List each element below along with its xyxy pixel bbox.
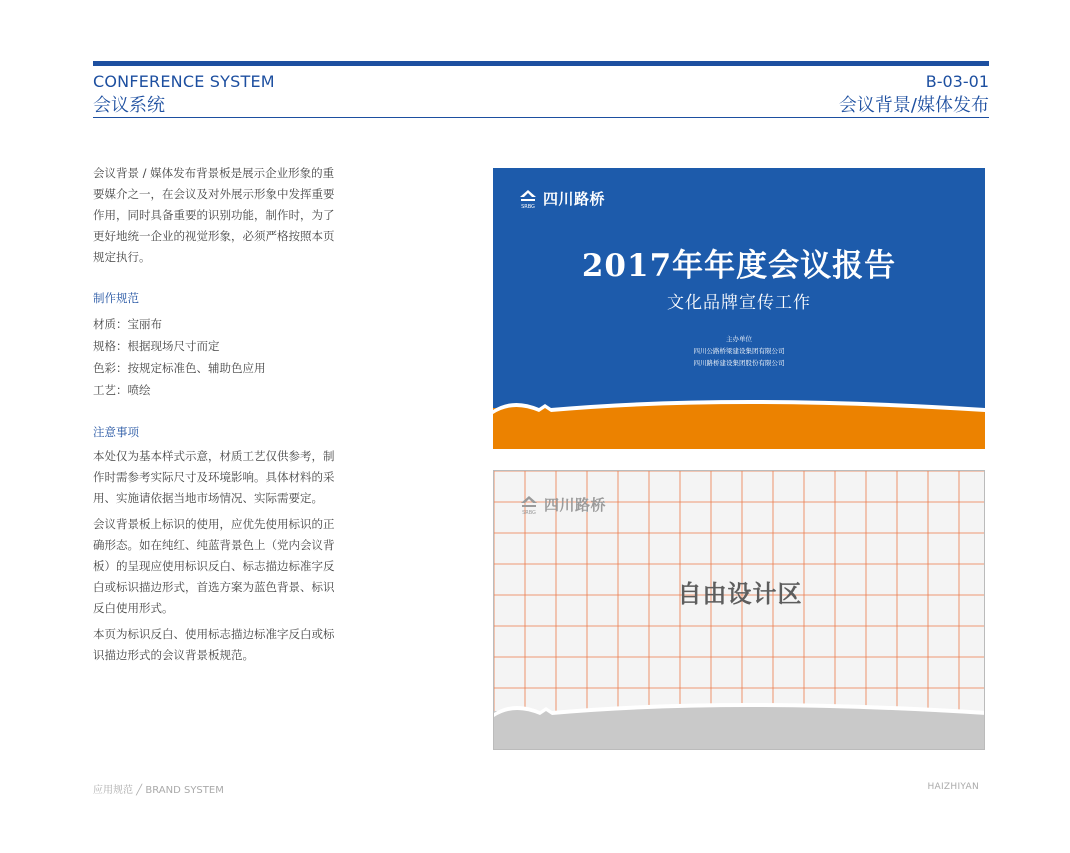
panel1-logo-text: 四川路桥 (543, 189, 606, 208)
footer-left: 应用规范 ╱ BRAND SYSTEM (93, 785, 224, 796)
note-paragraph: 会议背景板上标识的使用，应优先使用标识的正确形态。如在纯红、纯蓝背景色上（党内会议背板）的呈现应使用标识反白、标志描边标准字反白或标识描边形式，首选方案为蓝色背景、标识反白使用形式。 (93, 517, 335, 615)
spec-item: 材质：宝丽布 (93, 317, 162, 331)
panel1-logo (517, 187, 605, 209)
svg-text:SRBG: SRBG (522, 510, 536, 515)
page-code: B-03-01 (925, 72, 989, 91)
free-design-zone-label: 自由设计区 (677, 580, 803, 608)
system-name-cn: 会议系统 (93, 95, 165, 116)
srbg-logo-icon (517, 187, 539, 209)
backdrop-wave-divider (493, 394, 985, 418)
header-divider (93, 117, 989, 118)
meeting-subtitle: 文化品牌宣传工作 (667, 293, 811, 313)
note-paragraph: 本页为标识反白、使用标志描边标准字反白或标识描边形式的会议背景板规范。 (93, 627, 335, 662)
spec-item: 规格：根据现场尺寸而定 (93, 339, 220, 353)
spec-item: 工艺：喷绘 (93, 383, 151, 397)
specs-section (93, 288, 335, 401)
host-label: 主办单位 (726, 335, 752, 343)
page-title: 会议背景/媒体发布 (838, 95, 989, 116)
host-org-2: 四川路桥建设集团股份有限公司 (693, 359, 785, 367)
header-top-bar (93, 61, 989, 66)
footer-right: HAIZHIYAN (927, 782, 979, 792)
intro-paragraph: 会议背景 / 媒体发布背景板是展示企业形象的重要媒介之一，在会议及对外展示形象中发挥重要作用，同时具备重要的识别功能，制作时，为了更好地统一企业的视觉形象，必须严格按照本页规定执行。 (93, 166, 335, 264)
srbg-logo-icon (518, 493, 540, 515)
grid-wave-divider (494, 697, 985, 721)
svg-text:SRBG: SRBG (521, 204, 535, 209)
panel2-logo (518, 493, 606, 515)
host-org-1: 四川公路桥梁建设集团有限公司 (693, 347, 785, 355)
spec-item: 色彩：按规定标准色、辅助色应用 (93, 361, 266, 375)
panel2-logo-text: 四川路桥 (544, 495, 607, 514)
meeting-title: 2017年年度会议报告 (581, 248, 897, 284)
backdrop-grid-panel (493, 470, 985, 750)
notes-title: 注意事项 (93, 425, 139, 439)
system-name-en: CONFERENCE SYSTEM (93, 72, 275, 91)
backdrop-blue-panel (493, 168, 985, 449)
note-paragraph: 本处仅为基本样式示意，材质工艺仅供参考，制作时需参考实际尺寸及环境影响。具体材料的采用、实施请依据当地市场情况、实际需要定。 (93, 449, 335, 505)
specs-title: 制作规范 (93, 291, 139, 305)
notes-section (93, 422, 335, 671)
